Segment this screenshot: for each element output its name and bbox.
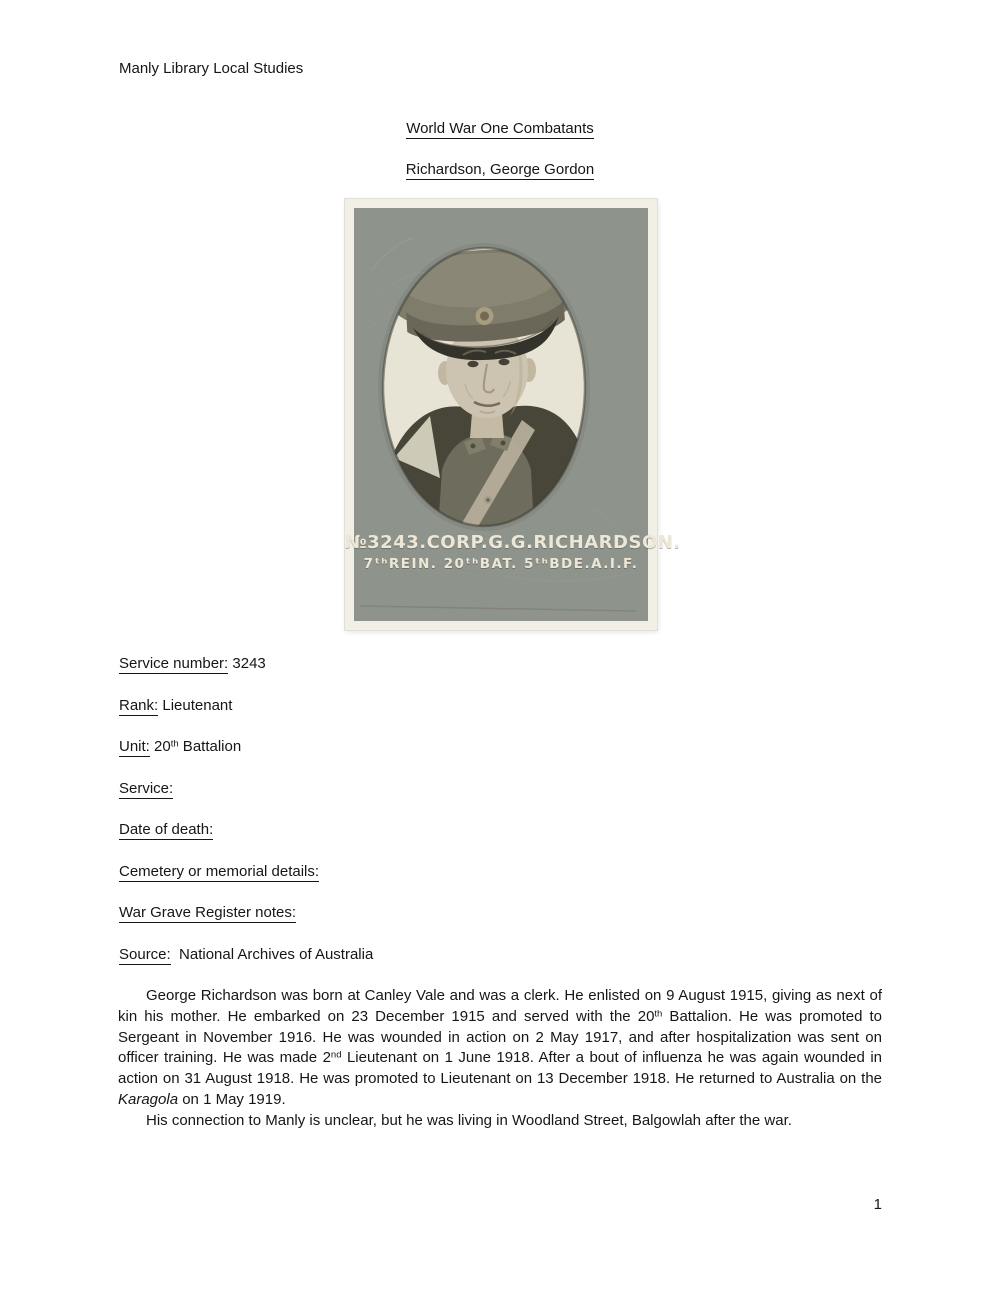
field-service	[119, 780, 173, 797]
field-date-of-death	[119, 821, 213, 838]
biography-paragraph-1: George Richardson was born at Canley Vale and was a clerk. He enlisted on 9 August 1915, giving as next of kin his mother. He embarked on 23 December 1915 and served with the 20th Battalion. He was promoted to Sergeant in November 1916. He was wounded in action on 2 May 1917, and after hospitalization was sent on officer training. He was made 2nd Lieutenant on 1 June 1918. After a bout of influenza he was again wounded in action on 31 August 1918. He was promoted to Lieutenant on 13 December 1918. He returned to Australia on the Karagola on 1 May 1919.	[118, 987, 883, 1108]
field-source-label: Source:	[119, 946, 171, 963]
field-service-label: Service:	[119, 780, 174, 797]
combatant-name	[0, 161, 1000, 178]
document-title	[0, 120, 1000, 137]
biography-paragraph-2: His connection to Manly is unclear, but he was living in Woodland Street, Balgowlah after the war.	[146, 1111, 792, 1129]
field-cemetery-details-label: Cemetery or memorial details:	[119, 863, 320, 880]
photo-caption-line2: 7ᵗʰREIN. 20ᵗʰBAT. 5ᵗʰBDE.A.I.F.	[363, 556, 639, 572]
field-unit-value: 20th Battalion	[149, 738, 242, 755]
field-service-number-value: 3243	[228, 655, 266, 672]
field-war-grave-notes	[119, 904, 296, 921]
field-date-of-death-label: Date of death:	[119, 821, 214, 838]
field-rank-value: Lieutenant	[158, 697, 233, 714]
photo-caption-line1: №3243.CORP.G.G.RICHARDSON.	[345, 532, 681, 553]
combatant-name-text: Richardson, George Gordon	[405, 161, 595, 178]
library-header: Manly Library Local Studies	[119, 60, 304, 77]
field-unit-label: Unit:	[119, 738, 150, 755]
biography	[118, 986, 882, 1132]
document-title-text: World War One Combatants	[406, 120, 594, 137]
field-cemetery-details	[119, 863, 319, 880]
page-number: 1	[873, 1196, 882, 1213]
field-service-number	[119, 655, 266, 672]
field-service-number-label: Service number:	[119, 655, 229, 672]
field-source-value: National Archives of Australia	[170, 946, 374, 963]
field-source	[119, 946, 373, 963]
field-war-grave-notes-label: War Grave Register notes:	[119, 904, 297, 921]
field-rank	[119, 697, 232, 714]
field-rank-label: Rank:	[119, 697, 159, 714]
field-unit	[119, 738, 241, 755]
soldier-photo	[345, 199, 681, 630]
